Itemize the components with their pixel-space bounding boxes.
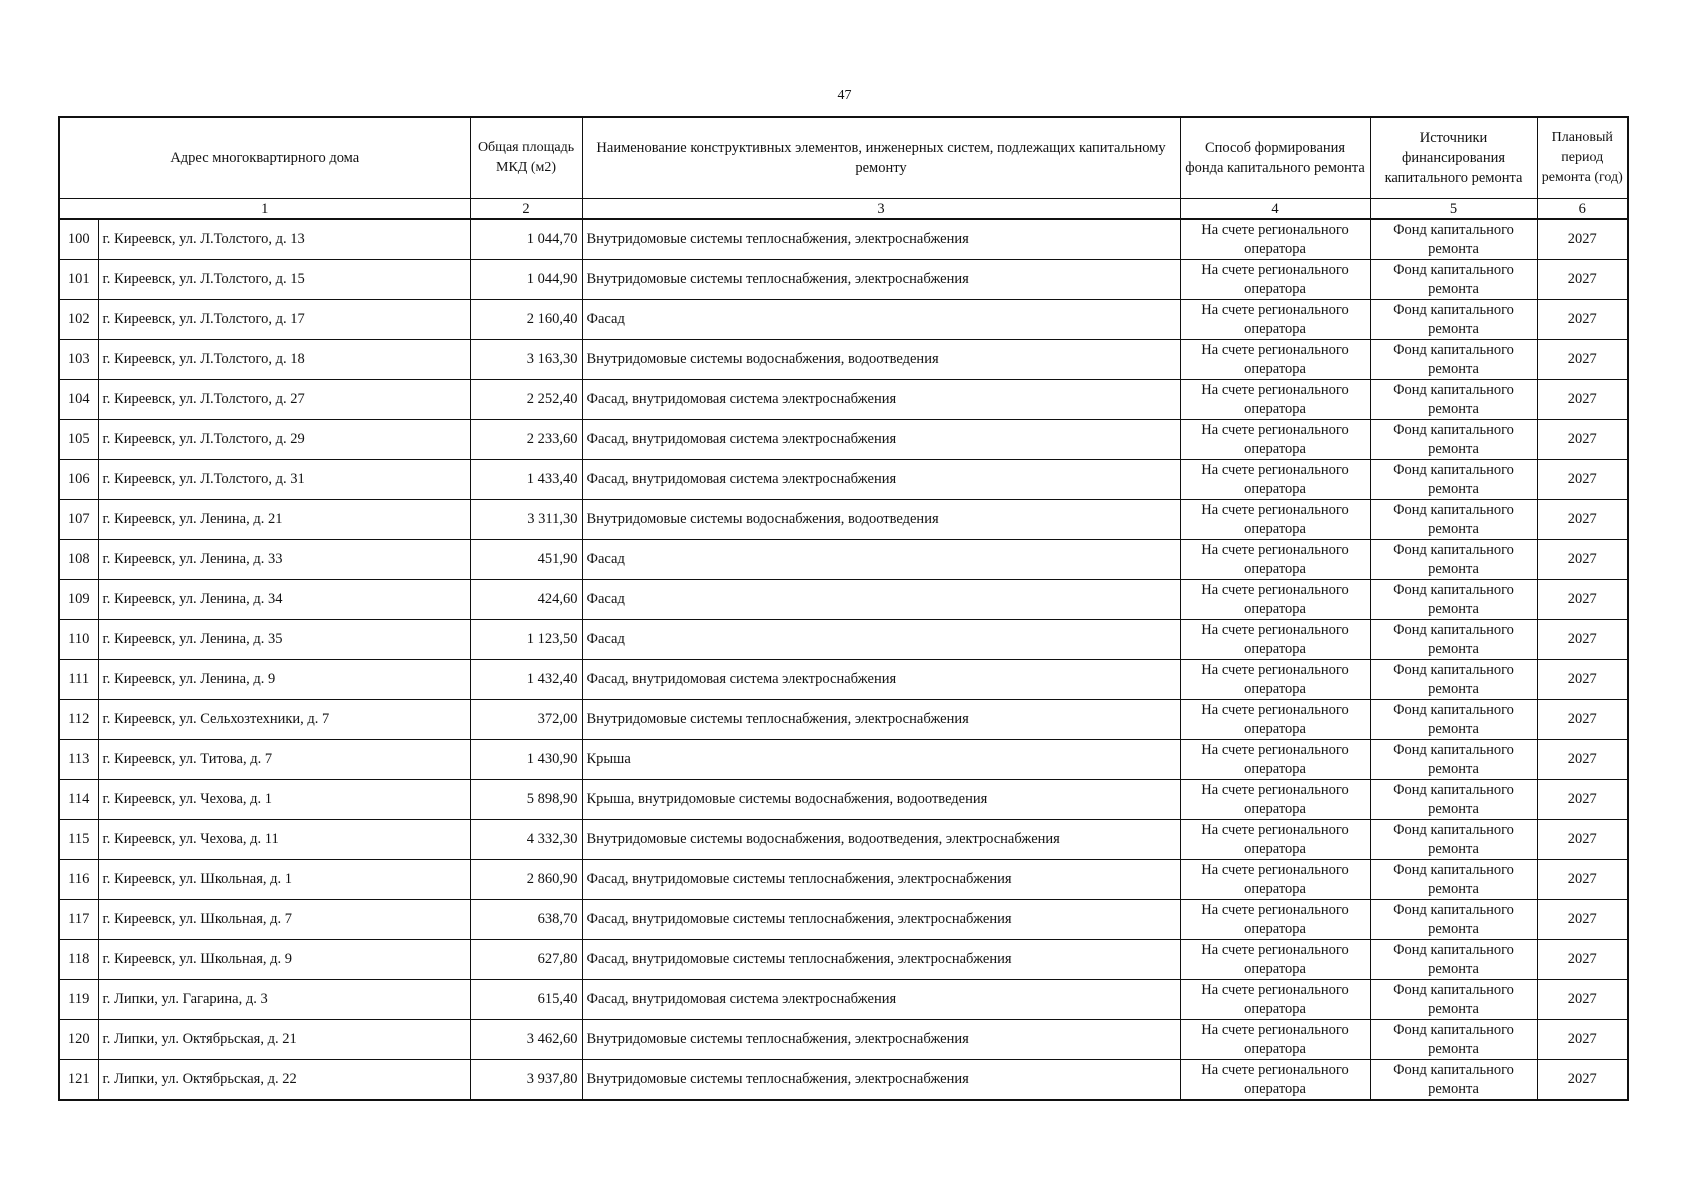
row-area: 1 044,90 — [470, 260, 582, 300]
row-address: г. Киреевск, ул. Школьная, д. 7 — [98, 900, 470, 940]
row-funding-source: Фонд капитального ремонта — [1370, 660, 1537, 700]
row-fund-method: На счете регионального оператора — [1180, 740, 1370, 780]
row-year: 2027 — [1537, 580, 1628, 620]
row-fund-method: На счете регионального оператора — [1180, 980, 1370, 1020]
row-address: г. Киреевск, ул. Ленина, д. 34 — [98, 580, 470, 620]
row-fund-method: На счете регионального оператора — [1180, 620, 1370, 660]
row-elements: Фасад, внутридомовые системы теплоснабжения, электроснабжения — [582, 940, 1180, 980]
row-elements: Фасад — [582, 300, 1180, 340]
row-fund-method: На счете регионального оператора — [1180, 460, 1370, 500]
table-row — [59, 380, 1628, 420]
row-area: 3 462,60 — [470, 1020, 582, 1060]
row-number: 110 — [59, 620, 98, 660]
row-year: 2027 — [1537, 1060, 1628, 1101]
row-year: 2027 — [1537, 780, 1628, 820]
row-number: 121 — [59, 1060, 98, 1101]
table-row — [59, 460, 1628, 500]
table-body — [59, 219, 1628, 1100]
row-elements: Внутридомовые системы теплоснабжения, электроснабжения — [582, 1020, 1180, 1060]
row-elements: Фасад, внутридомовая система электроснабжения — [582, 420, 1180, 460]
row-area: 627,80 — [470, 940, 582, 980]
row-elements: Внутридомовые системы теплоснабжения, электроснабжения — [582, 1060, 1180, 1101]
row-area: 3 311,30 — [470, 500, 582, 540]
row-area: 424,60 — [470, 580, 582, 620]
table-row — [59, 900, 1628, 940]
row-elements: Фасад, внутридомовая система электроснабжения — [582, 660, 1180, 700]
row-address: г. Липки, ул. Октябрьская, д. 22 — [98, 1060, 470, 1101]
row-elements: Внутридомовые системы теплоснабжения, электроснабжения — [582, 700, 1180, 740]
row-number: 111 — [59, 660, 98, 700]
row-address: г. Киреевск, ул. Ленина, д. 35 — [98, 620, 470, 660]
row-year: 2027 — [1537, 700, 1628, 740]
row-elements: Крыша — [582, 740, 1180, 780]
table-row — [59, 700, 1628, 740]
row-area: 2 252,40 — [470, 380, 582, 420]
table-row — [59, 940, 1628, 980]
row-funding-source: Фонд капитального ремонта — [1370, 700, 1537, 740]
row-area: 1 432,40 — [470, 660, 582, 700]
row-area: 1 123,50 — [470, 620, 582, 660]
row-address: г. Киреевск, ул. Л.Толстого, д. 27 — [98, 380, 470, 420]
row-number: 103 — [59, 340, 98, 380]
column-number: 3 — [582, 199, 1180, 220]
row-fund-method: На счете регионального оператора — [1180, 580, 1370, 620]
row-funding-source: Фонд капитального ремонта — [1370, 219, 1537, 260]
row-year: 2027 — [1537, 900, 1628, 940]
row-funding-source: Фонд капитального ремонта — [1370, 620, 1537, 660]
row-address: г. Киреевск, ул. Титова, д. 7 — [98, 740, 470, 780]
row-area: 1 044,70 — [470, 219, 582, 260]
row-area: 2 160,40 — [470, 300, 582, 340]
table-row — [59, 219, 1628, 260]
row-year: 2027 — [1537, 940, 1628, 980]
table-row — [59, 580, 1628, 620]
row-area: 451,90 — [470, 540, 582, 580]
table-header-row — [59, 117, 1628, 199]
row-area: 2 233,60 — [470, 420, 582, 460]
row-year: 2027 — [1537, 980, 1628, 1020]
table-row — [59, 620, 1628, 660]
row-funding-source: Фонд капитального ремонта — [1370, 300, 1537, 340]
row-number: 119 — [59, 980, 98, 1020]
table-row — [59, 540, 1628, 580]
row-address: г. Киреевск, ул. Сельхозтехники, д. 7 — [98, 700, 470, 740]
row-funding-source: Фонд капитального ремонта — [1370, 900, 1537, 940]
row-address: г. Киреевск, ул. Чехова, д. 11 — [98, 820, 470, 860]
row-number: 118 — [59, 940, 98, 980]
row-number: 115 — [59, 820, 98, 860]
row-number: 104 — [59, 380, 98, 420]
row-funding-source: Фонд капитального ремонта — [1370, 580, 1537, 620]
header-sources: Источники финансирования капитального ремонта — [1370, 117, 1537, 199]
row-fund-method: На счете регионального оператора — [1180, 260, 1370, 300]
header-area: Общая площадь МКД (м2) — [470, 117, 582, 199]
row-elements: Внутридомовые системы теплоснабжения, электроснабжения — [582, 260, 1180, 300]
row-funding-source: Фонд капитального ремонта — [1370, 1020, 1537, 1060]
row-address: г. Киреевск, ул. Школьная, д. 9 — [98, 940, 470, 980]
row-address: г. Липки, ул. Октябрьская, д. 21 — [98, 1020, 470, 1060]
table-row — [59, 300, 1628, 340]
row-fund-method: На счете регионального оператора — [1180, 940, 1370, 980]
row-year: 2027 — [1537, 860, 1628, 900]
row-elements: Фасад — [582, 620, 1180, 660]
row-elements: Внутридомовые системы водоснабжения, водоотведения, электроснабжения — [582, 820, 1180, 860]
row-funding-source: Фонд капитального ремонта — [1370, 420, 1537, 460]
row-year: 2027 — [1537, 660, 1628, 700]
table-row — [59, 860, 1628, 900]
row-fund-method: На счете регионального оператора — [1180, 660, 1370, 700]
row-number: 107 — [59, 500, 98, 540]
row-year: 2027 — [1537, 380, 1628, 420]
table-row — [59, 1020, 1628, 1060]
row-fund-method: На счете регионального оператора — [1180, 380, 1370, 420]
table-row — [59, 980, 1628, 1020]
row-fund-method: На счете регионального оператора — [1180, 219, 1370, 260]
row-fund-method: На счете регионального оператора — [1180, 300, 1370, 340]
row-fund-method: На счете регионального оператора — [1180, 860, 1370, 900]
row-number: 101 — [59, 260, 98, 300]
row-fund-method: На счете регионального оператора — [1180, 780, 1370, 820]
page-number: 47 — [837, 88, 852, 103]
column-number: 5 — [1370, 199, 1537, 220]
table-row — [59, 1060, 1628, 1101]
row-area: 5 898,90 — [470, 780, 582, 820]
row-number: 120 — [59, 1020, 98, 1060]
row-area: 4 332,30 — [470, 820, 582, 860]
header-period: Плановый период ремонта (год) — [1537, 117, 1628, 199]
row-funding-source: Фонд капитального ремонта — [1370, 780, 1537, 820]
row-year: 2027 — [1537, 500, 1628, 540]
row-funding-source: Фонд капитального ремонта — [1370, 820, 1537, 860]
row-address: г. Киреевск, ул. Ленина, д. 9 — [98, 660, 470, 700]
row-funding-source: Фонд капитального ремонта — [1370, 860, 1537, 900]
row-number: 113 — [59, 740, 98, 780]
table-row — [59, 500, 1628, 540]
row-elements: Фасад, внутридомовая система электроснабжения — [582, 380, 1180, 420]
row-year: 2027 — [1537, 820, 1628, 860]
row-number: 116 — [59, 860, 98, 900]
row-fund-method: На счете регионального оператора — [1180, 820, 1370, 860]
row-area: 3 937,80 — [470, 1060, 582, 1101]
header-address: Адрес многоквартирного дома — [59, 117, 470, 199]
row-funding-source: Фонд капитального ремонта — [1370, 460, 1537, 500]
row-elements: Фасад, внутридомовые системы теплоснабжения, электроснабжения — [582, 860, 1180, 900]
row-year: 2027 — [1537, 540, 1628, 580]
row-number: 106 — [59, 460, 98, 500]
row-address: г. Киреевск, ул. Школьная, д. 1 — [98, 860, 470, 900]
row-funding-source: Фонд капитального ремонта — [1370, 500, 1537, 540]
row-number: 117 — [59, 900, 98, 940]
row-area: 1 433,40 — [470, 460, 582, 500]
row-address: г. Киреевск, ул. Л.Толстого, д. 15 — [98, 260, 470, 300]
row-number: 105 — [59, 420, 98, 460]
row-fund-method: На счете регионального оператора — [1180, 340, 1370, 380]
row-funding-source: Фонд капитального ремонта — [1370, 1060, 1537, 1101]
row-number: 112 — [59, 700, 98, 740]
column-number: 2 — [470, 199, 582, 220]
row-address: г. Киреевск, ул. Л.Толстого, д. 18 — [98, 340, 470, 380]
row-year: 2027 — [1537, 340, 1628, 380]
row-elements: Фасад, внутридомовая система электроснабжения — [582, 980, 1180, 1020]
table-row — [59, 780, 1628, 820]
row-fund-method: На счете регионального оператора — [1180, 420, 1370, 460]
row-number: 108 — [59, 540, 98, 580]
header-fund-method: Способ формирования фонда капитального ремонта — [1180, 117, 1370, 199]
header-elements: Наименование конструктивных элементов, инженерных систем, подлежащих капитальному ремонту — [582, 117, 1180, 199]
row-fund-method: На счете регионального оператора — [1180, 1060, 1370, 1101]
row-area: 372,00 — [470, 700, 582, 740]
row-number: 114 — [59, 780, 98, 820]
table-row — [59, 740, 1628, 780]
row-year: 2027 — [1537, 620, 1628, 660]
row-address: г. Киреевск, ул. Чехова, д. 1 — [98, 780, 470, 820]
row-address: г. Киреевск, ул. Л.Толстого, д. 17 — [98, 300, 470, 340]
row-funding-source: Фонд капитального ремонта — [1370, 380, 1537, 420]
row-elements: Крыша, внутридомовые системы водоснабжения, водоотведения — [582, 780, 1180, 820]
row-elements: Внутридомовые системы водоснабжения, водоотведения — [582, 500, 1180, 540]
row-address: г. Киреевск, ул. Л.Толстого, д. 13 — [98, 219, 470, 260]
column-number: 6 — [1537, 199, 1628, 220]
row-fund-method: На счете регионального оператора — [1180, 540, 1370, 580]
table-row — [59, 820, 1628, 860]
row-funding-source: Фонд капитального ремонта — [1370, 340, 1537, 380]
row-funding-source: Фонд капитального ремонта — [1370, 260, 1537, 300]
row-area: 2 860,90 — [470, 860, 582, 900]
row-address: г. Киреевск, ул. Ленина, д. 21 — [98, 500, 470, 540]
row-fund-method: На счете регионального оператора — [1180, 700, 1370, 740]
row-address: г. Липки, ул. Гагарина, д. 3 — [98, 980, 470, 1020]
table-row — [59, 660, 1628, 700]
row-year: 2027 — [1537, 260, 1628, 300]
row-fund-method: На счете регионального оператора — [1180, 1020, 1370, 1060]
column-number-row — [59, 199, 1628, 220]
row-address: г. Киреевск, ул. Л.Толстого, д. 29 — [98, 420, 470, 460]
row-year: 2027 — [1537, 740, 1628, 780]
row-address: г. Киреевск, ул. Л.Толстого, д. 31 — [98, 460, 470, 500]
row-elements: Фасад — [582, 540, 1180, 580]
repair-plan-table — [58, 116, 1629, 1101]
row-area: 638,70 — [470, 900, 582, 940]
row-number: 109 — [59, 580, 98, 620]
row-year: 2027 — [1537, 460, 1628, 500]
row-elements: Внутридомовые системы теплоснабжения, электроснабжения — [582, 219, 1180, 260]
table-row — [59, 420, 1628, 460]
row-number: 102 — [59, 300, 98, 340]
row-funding-source: Фонд капитального ремонта — [1370, 540, 1537, 580]
row-funding-source: Фонд капитального ремонта — [1370, 940, 1537, 980]
table-row — [59, 260, 1628, 300]
row-elements: Фасад — [582, 580, 1180, 620]
row-elements: Фасад, внутридомовые системы теплоснабжения, электроснабжения — [582, 900, 1180, 940]
column-number: 1 — [59, 199, 470, 220]
row-area: 1 430,90 — [470, 740, 582, 780]
row-year: 2027 — [1537, 1020, 1628, 1060]
row-elements: Внутридомовые системы водоснабжения, водоотведения — [582, 340, 1180, 380]
row-area: 615,40 — [470, 980, 582, 1020]
row-fund-method: На счете регионального оператора — [1180, 500, 1370, 540]
column-number: 4 — [1180, 199, 1370, 220]
row-fund-method: На счете регионального оператора — [1180, 900, 1370, 940]
row-address: г. Киреевск, ул. Ленина, д. 33 — [98, 540, 470, 580]
row-year: 2027 — [1537, 420, 1628, 460]
row-funding-source: Фонд капитального ремонта — [1370, 980, 1537, 1020]
row-funding-source: Фонд капитального ремонта — [1370, 740, 1537, 780]
table-row — [59, 340, 1628, 380]
row-number: 100 — [59, 219, 98, 260]
row-year: 2027 — [1537, 300, 1628, 340]
row-elements: Фасад, внутридомовая система электроснабжения — [582, 460, 1180, 500]
row-area: 3 163,30 — [470, 340, 582, 380]
row-year: 2027 — [1537, 219, 1628, 260]
